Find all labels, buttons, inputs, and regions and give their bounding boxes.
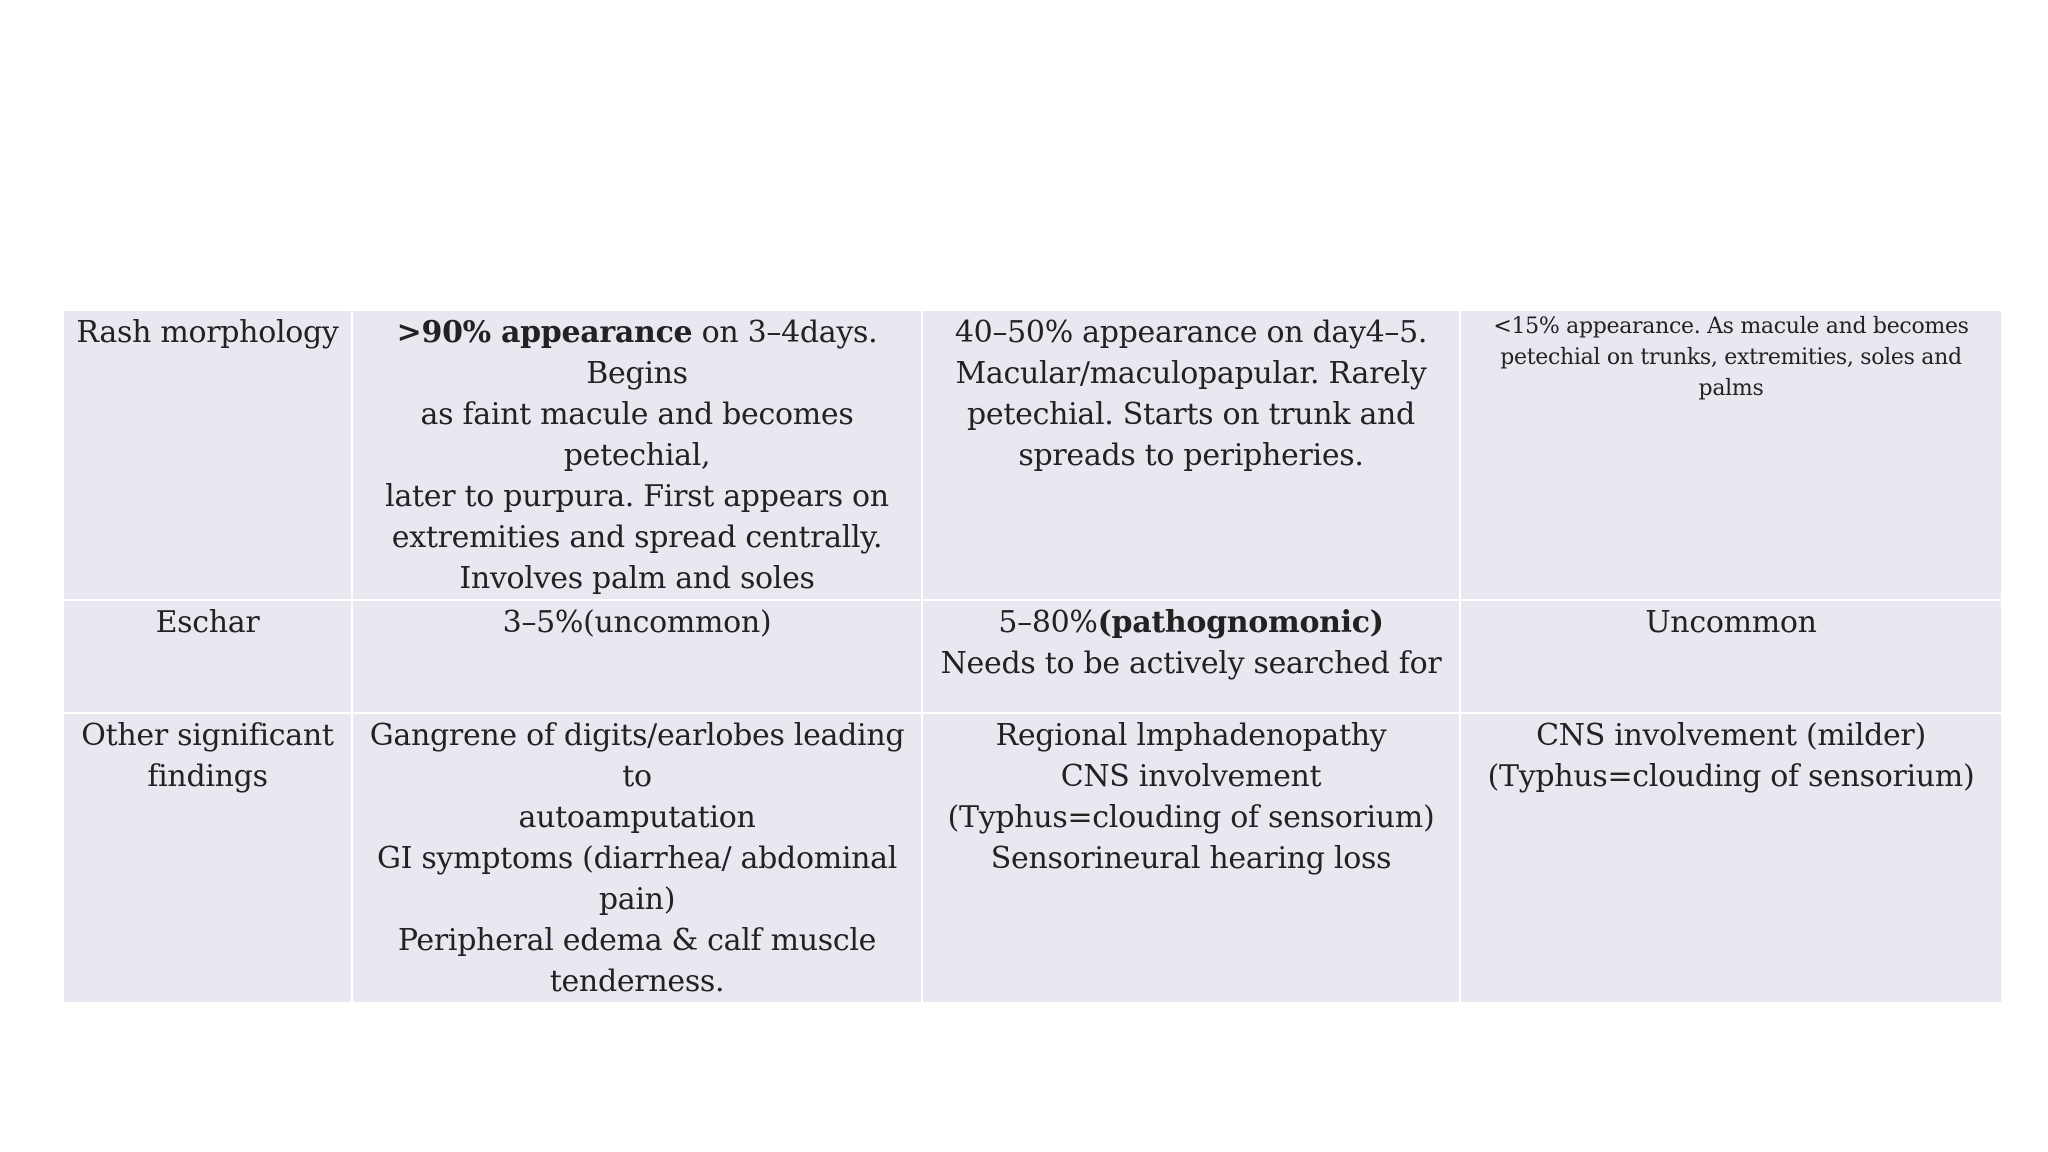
- cell-text: 5–80%: [998, 605, 1098, 640]
- table-cell: [352, 713, 922, 1003]
- cell-line: as faint macule and becomes petechial,: [420, 397, 854, 473]
- cell-line: GI symptoms (diarrhea/ abdominal: [376, 841, 898, 876]
- cell-line: (Typhus=clouding of sensorium): [947, 800, 1435, 835]
- table-row-rash-morphology: [63, 310, 2002, 600]
- cell-line: Gangrene of digits/earlobes leading to: [369, 718, 905, 794]
- row-label: Rash morphology: [76, 315, 339, 350]
- row-label-cell: [63, 600, 352, 713]
- row-label-cell: [63, 713, 352, 1003]
- cell-line: (Typhus=clouding of sensorium): [1487, 759, 1975, 794]
- cell-line: spreads to peripheries.: [1018, 438, 1364, 473]
- cell-line: pain): [598, 882, 676, 917]
- clinical-findings-table: [62, 309, 2003, 1004]
- table-cell: [352, 600, 922, 713]
- cell-line: 3–5%(uncommon): [502, 605, 772, 640]
- table-row-eschar: [63, 600, 2002, 713]
- row-label: Other significant: [81, 718, 334, 753]
- table-cell: [352, 310, 922, 600]
- table-cell: [1460, 600, 2002, 713]
- table-cell: [922, 600, 1460, 713]
- cell-line: Involves palm and soles: [459, 561, 815, 596]
- cell-line: Peripheral edema & calf muscle: [397, 923, 877, 958]
- cell-line: autoamputation: [518, 800, 756, 835]
- cell-line: petechial on trunks, extremities, soles and palms: [1500, 345, 1962, 401]
- cell-line: petechial. Starts on trunk and: [967, 397, 1415, 432]
- row-label: findings: [147, 759, 268, 794]
- cell-line: later to purpura. First appears on: [385, 479, 889, 514]
- table-cell: [922, 310, 1460, 600]
- cell-line: Regional lmphadenopathy: [995, 718, 1387, 753]
- cell-line: 40–50% appearance on day4–5.: [954, 315, 1428, 350]
- table-cell: [922, 713, 1460, 1003]
- cell-bold-text: (pathognomonic): [1097, 605, 1384, 640]
- cell-line: tenderness.: [549, 964, 725, 999]
- cell-bold-text: >90% appearance: [396, 315, 693, 350]
- table-cell: [1460, 713, 2002, 1003]
- cell-line: Needs to be actively searched for: [940, 646, 1442, 681]
- cell-line: extremities and spread centrally.: [391, 520, 883, 555]
- table-row-other-findings: [63, 713, 2002, 1003]
- row-label-cell: [63, 310, 352, 600]
- cell-text: on 3–4days. Begins: [586, 315, 878, 391]
- cell-line: CNS involvement: [1060, 759, 1322, 794]
- row-label: Eschar: [155, 605, 260, 640]
- cell-line: CNS involvement (milder): [1536, 718, 1926, 753]
- cell-line: <15% appearance. As macule and becomes: [1493, 314, 1969, 339]
- cell-line: Uncommon: [1645, 605, 1817, 640]
- cell-line: Sensorineural hearing loss: [990, 841, 1392, 876]
- table-cell: [1460, 310, 2002, 600]
- cell-line: Macular/maculopapular. Rarely: [955, 356, 1427, 391]
